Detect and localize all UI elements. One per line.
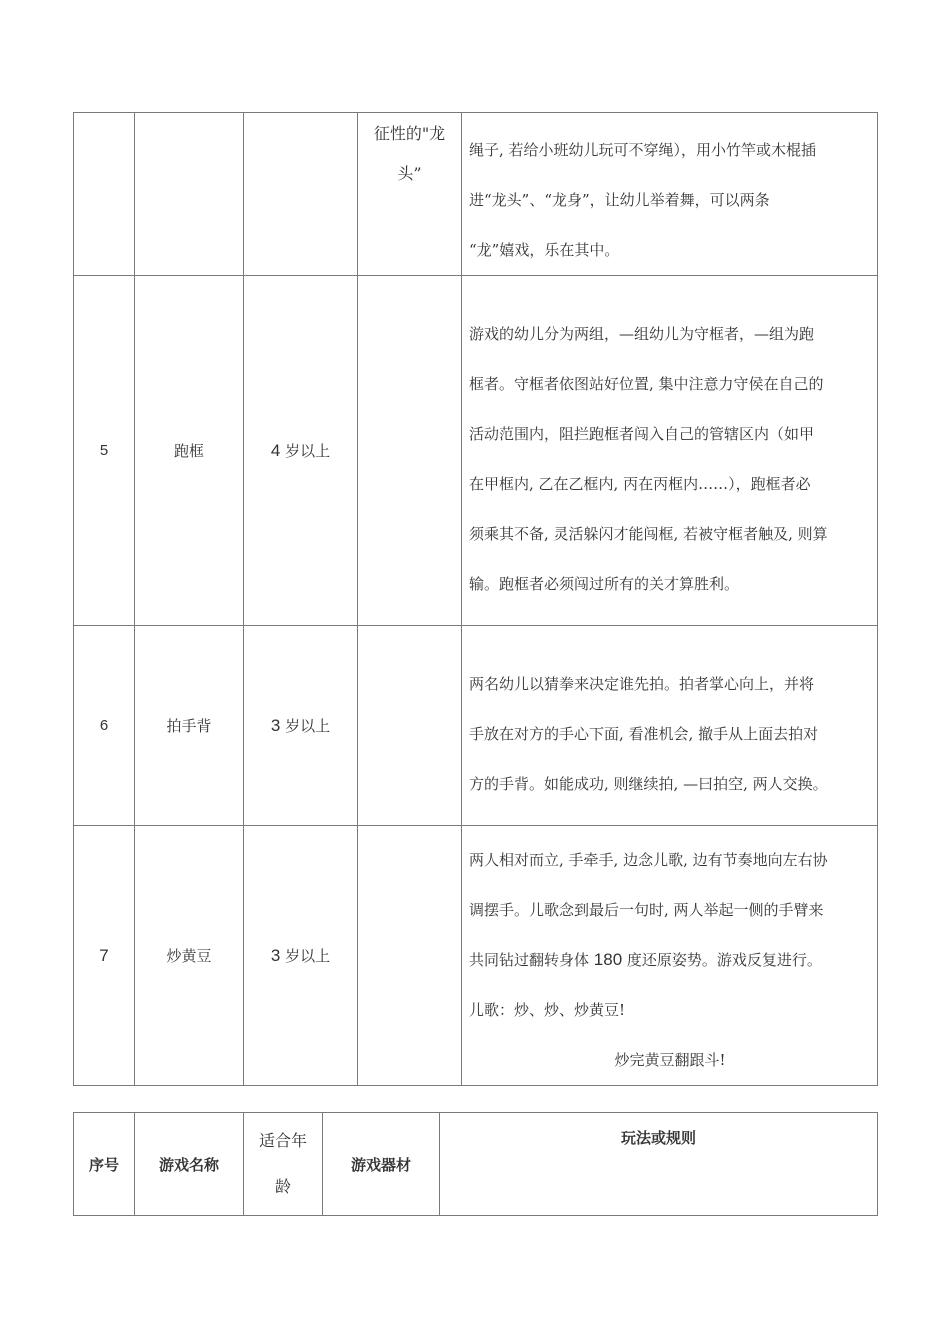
header-age-line: 适合年: [258, 1131, 307, 1150]
rules-line: 输。跑框者必须闯过所有的关才算胜利。: [469, 575, 740, 593]
games-table-continued: [73, 112, 878, 1086]
num-cell: [74, 826, 135, 1086]
header-age: [244, 1113, 323, 1216]
header-num: 序号: [74, 1113, 135, 1216]
rules-line: 方的手背。如能成功, 则继续拍, —曰拍空, 两人交换。: [469, 775, 828, 793]
age-text: 岁以上: [280, 947, 331, 965]
games-table-header: [73, 1112, 878, 1216]
equip-cell: [358, 626, 462, 826]
age-number: 4: [270, 441, 281, 460]
rules-line: “龙”嬉戏，乐在其中。: [469, 241, 620, 259]
rules-cell: [462, 626, 878, 826]
age-number: 3: [270, 946, 281, 965]
rules-line: 两名幼儿以猜拳来决定谁先拍。拍者掌心向上，并将: [469, 675, 815, 693]
name-cell: 炒黄豆: [135, 826, 244, 1086]
equip-cell: [358, 113, 462, 276]
age-cell: [244, 276, 358, 626]
rules-line: 活动范围内，阻拦跑框者闯入自己的管辖区内（如甲: [469, 425, 815, 443]
equip-cell: [358, 276, 462, 626]
rules-line: 手放在对方的手心下面, 看准机会, 撤手从上面去拍对: [469, 725, 819, 743]
age-cell: [244, 626, 358, 826]
rules-line: [469, 935, 871, 985]
row-number: 7: [99, 945, 109, 965]
header-rules: 玩法或规则: [440, 1113, 878, 1216]
table-row: [74, 626, 878, 826]
name-cell: 跑框: [135, 276, 244, 626]
rules-line: 儿歌：炒、炒、炒黄豆!: [469, 1001, 626, 1019]
header-name: 游戏名称: [135, 1113, 244, 1216]
name-cell: 拍手背: [135, 626, 244, 826]
rules-text: 共同钻过翻转身体: [469, 951, 594, 969]
table-row: [74, 276, 878, 626]
num-cell: 5: [74, 276, 135, 626]
rules-cell: [462, 826, 878, 1086]
rules-line: 绳子, 若给小班幼儿玩可不穿绳），用小竹竿或木棍插: [469, 141, 817, 159]
rules-cell: [462, 113, 878, 276]
table-row: [74, 826, 878, 1086]
rules-cell: [462, 276, 878, 626]
equip-line: 头”: [397, 164, 422, 183]
rules-line: 在甲框内, 乙在乙框内, 丙在丙框内……），跑框者必: [469, 475, 811, 493]
age-cell: [244, 113, 358, 276]
num-cell: [74, 113, 135, 276]
rules-line: 框者。守框者依图站好位置, 集中注意力守侯在自己的: [469, 375, 824, 393]
age-text: 岁以上: [280, 442, 331, 460]
rules-line: 炒完黄豆翻跟斗!: [614, 1051, 726, 1069]
header-row: [74, 1113, 878, 1216]
rules-line: 须乘其不备, 灵活躲闪才能闯框, 若被守框者触及, 则算: [469, 525, 828, 543]
name-cell: [135, 113, 244, 276]
age-cell: [244, 826, 358, 1086]
num-cell: 6: [74, 626, 135, 826]
rules-text: 度还原姿势。游戏反复进行。: [622, 951, 822, 969]
equip-line: 征性的"龙: [373, 124, 446, 143]
table-row: [74, 113, 878, 276]
rules-line: 游戏的幼儿分为两组，—组幼儿为守框者，—组为跑: [469, 325, 815, 343]
rules-line: 进“龙头”、“龙身”，让幼儿举着舞，可以两条: [469, 191, 770, 209]
rules-line: 调摆手。儿歌念到最后一句时, 两人举起一侧的手臂来: [469, 901, 824, 919]
rules-line: 两人相对而立, 手牵手, 边念儿歌, 边有节奏地向左右协: [469, 851, 828, 869]
rules-number: 180: [593, 950, 623, 969]
equip-cell: [358, 826, 462, 1086]
age-number: 3: [270, 716, 281, 735]
header-equip: 游戏器材: [323, 1113, 440, 1216]
header-age-line: 龄: [274, 1177, 291, 1196]
age-text: 岁以上: [280, 717, 331, 735]
